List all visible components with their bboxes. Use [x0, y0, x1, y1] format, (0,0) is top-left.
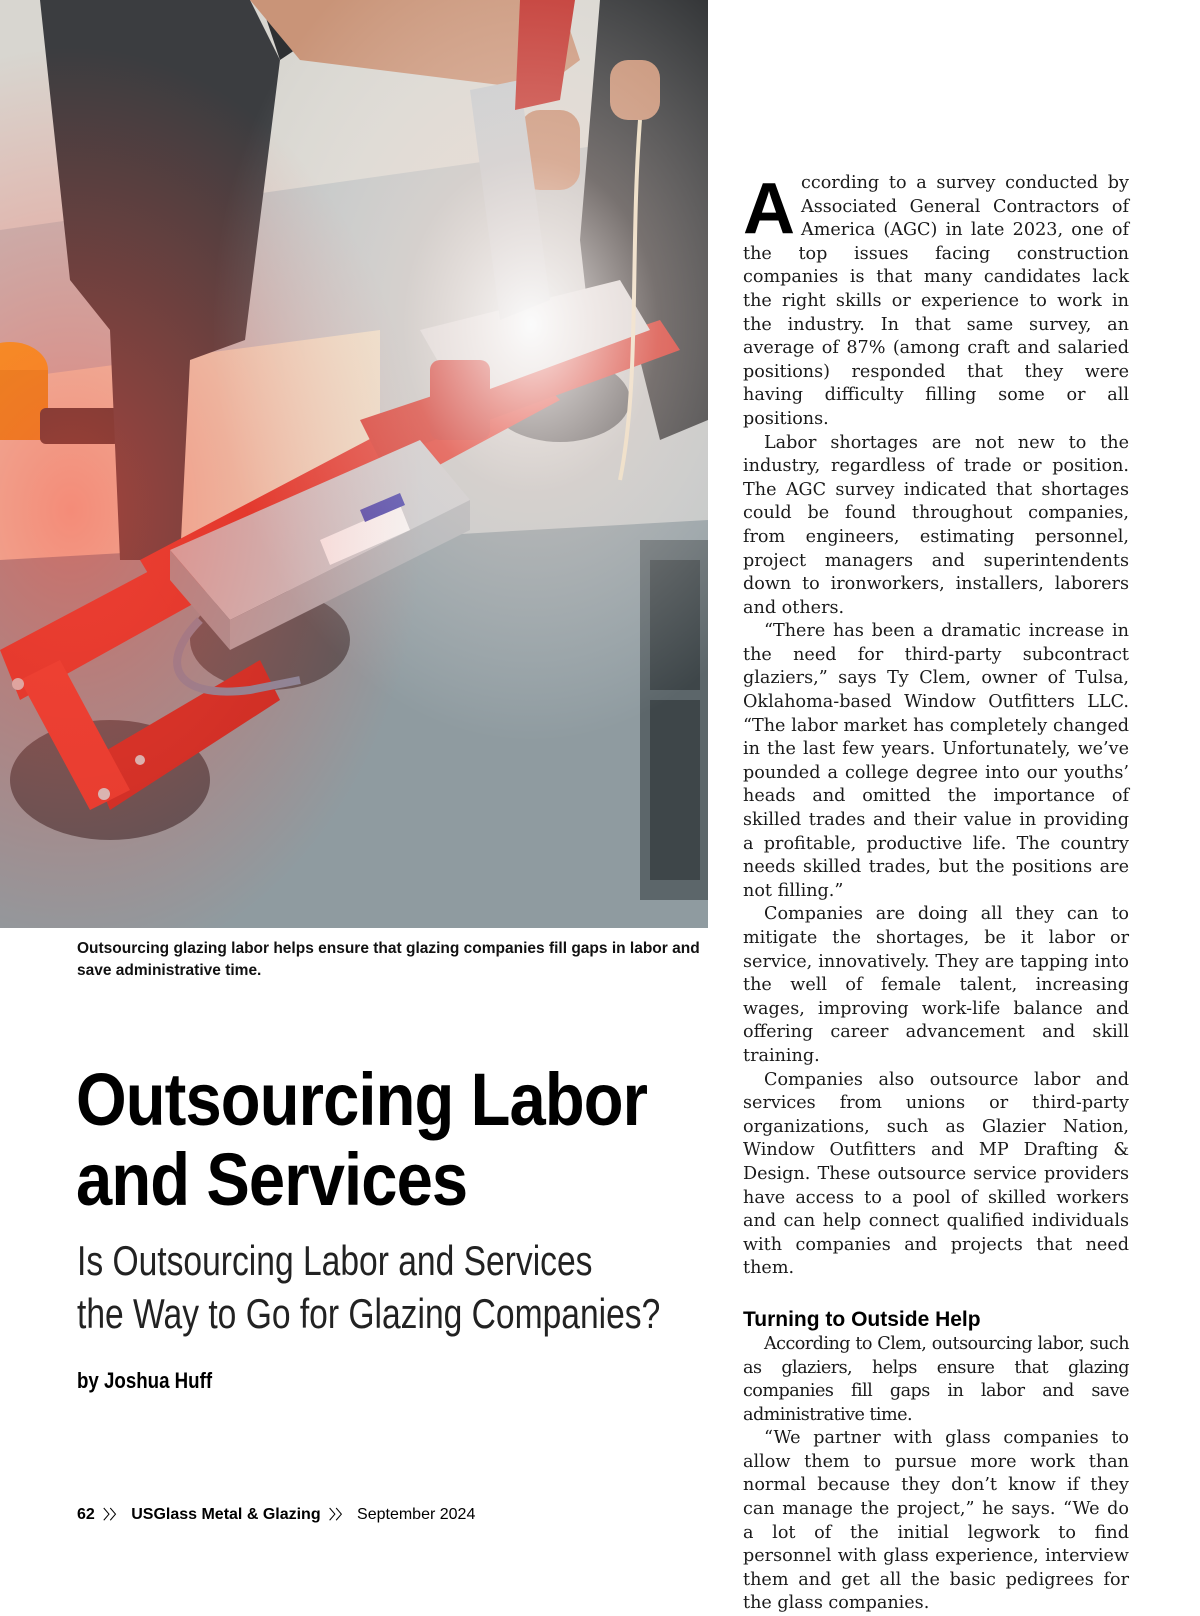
article-photo	[0, 0, 708, 928]
section-heading: Turning to Outside Help	[743, 1307, 981, 1331]
subhead-line-1: Is Outsourcing Labor and Services	[77, 1237, 593, 1284]
article-paragraph: “We partner with glass companies to allow them to pursue more work than normal because they don’t know if they can manage the project,” he says. “We do a lot of the initial legwork to find personnel with glass experience, interview them and get all the basic pedigrees for the glass companies.	[743, 1428, 1129, 1614]
magazine-name: USGlass Metal & Glazing	[131, 1506, 321, 1523]
subhead-line-2: the Way to Go for Glazing Companies?	[77, 1290, 661, 1337]
glass-lifter-illustration	[0, 0, 708, 928]
drop-cap: A	[743, 169, 795, 249]
article-subheadline	[77, 1234, 661, 1340]
page-number: 62	[77, 1506, 95, 1523]
byline: by Joshua Huff	[77, 1368, 213, 1393]
issue-date: September 2024	[357, 1506, 476, 1523]
article-paragraph	[743, 169, 1129, 432]
page-footer	[77, 1504, 475, 1524]
article-body	[743, 169, 1129, 1616]
footer-separator-icon: 〉〉	[329, 1507, 349, 1522]
headline-line-1: Outsourcing Labor	[76, 1058, 648, 1141]
paragraph-text: ccording to a survey conducted by Associated General Contractors of America (AGC) in late 2023, one of the top issues facing construction companies is that many candidates lack the right skills or experience to work in the industry. In that same survey, an average of 87% (among craft and salaried positions) responded that they were having difficulty filling some or all positions.	[743, 173, 1129, 429]
article-paragraph: Labor shortages are not new to the industry, regardless of trade or position. The AGC survey indicated that shortages could be found throughout companies, from engineers, estimating personnel, project managers and superintendents down to ironworkers, installers, laborers and others.	[743, 432, 1129, 618]
headline-line-2: and Services	[76, 1138, 468, 1221]
article-paragraph: According to Clem, outsourcing labor, such as glaziers, helps ensure that glazing companies fill gaps in labor and save administrative time.	[743, 1333, 1129, 1425]
article-paragraph: “There has been a dramatic increase in the need for third-party subcontract glaziers,” says Ty Clem, owner of Tulsa, Oklahoma-based Window Outfitters LLC. “The labor market has completely changed in the last few years. Unfortunately, we’ve pounded a college degree into our youths’ heads and omitted the importance of skilled trades and their value in providing a profitable, productive life. The country needs skilled trades, but the positions are not filling.”	[743, 621, 1129, 901]
photo-caption: Outsourcing glazing labor helps ensure that glazing companies fill gaps in labor and save administrative time.	[77, 940, 700, 979]
article-paragraph: Companies also outsource labor and services from unions or third-party organizations, such as Glazier Nation, Window Outfitters and MP Drafting & Design. These outsource service providers have access to a pool of skilled workers and can help connect qualified individuals with companies and projects that need them.	[743, 1069, 1129, 1279]
footer-separator-icon: 〉〉	[103, 1507, 123, 1522]
article-paragraph: Companies are doing all they can to mitigate the shortages, be it labor or service, innovatively. They are tapping into the well of female talent, increasing wages, improving work-life balance and offering career advancement and skill training.	[743, 904, 1129, 1066]
article-headline	[76, 1058, 648, 1221]
